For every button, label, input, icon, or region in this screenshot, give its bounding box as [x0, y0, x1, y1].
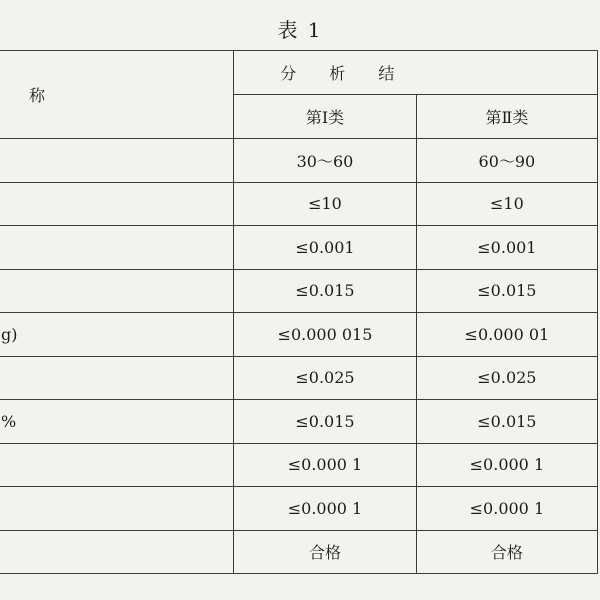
row-name [0, 530, 234, 574]
row-class-2-value: 60～90 [416, 139, 597, 183]
row-name [0, 356, 234, 400]
row-class-2-value: ≤0.015 [416, 269, 597, 313]
row-class-2-value: ≤0.025 [416, 356, 597, 400]
header-name-column: 称 [0, 51, 234, 139]
row-class-1-value: ≤0.000 1 [234, 443, 417, 487]
table-row [0, 530, 598, 574]
table-row [0, 269, 598, 313]
row-class-1-value: 30～60 [234, 139, 417, 183]
row-class-1-value: ≤0.000 1 [234, 487, 417, 531]
table-row [0, 487, 598, 531]
row-name [0, 487, 234, 531]
table-title: 表 1 [277, 18, 323, 42]
row-class-2-value: ≤10 [416, 182, 597, 226]
row-class-1-value: 合格 [234, 530, 417, 574]
analysis-table [0, 50, 598, 574]
row-class-2-value: ≤0.000 01 [416, 313, 597, 357]
header-analysis-result: 分 析 结 [234, 51, 598, 95]
row-name [0, 182, 234, 226]
table-row [0, 139, 598, 183]
row-class-1-value: ≤0.015 [234, 269, 417, 313]
row-class-2-value: ≤0.000 1 [416, 487, 597, 531]
table-viewport [0, 50, 600, 580]
row-class-2-value: 合格 [416, 530, 597, 574]
row-class-1-value: ≤0.000 015 [234, 313, 417, 357]
table-row [0, 226, 598, 270]
table-row [0, 400, 598, 444]
header-class-2: 第Ⅱ类 [416, 95, 597, 139]
row-class-2-value: ≤0.015 [416, 400, 597, 444]
row-class-2-value: ≤0.001 [416, 226, 597, 270]
row-class-1-value: ≤10 [234, 182, 417, 226]
row-name: % [0, 400, 234, 444]
table-row [0, 356, 598, 400]
row-class-1-value: ≤0.025 [234, 356, 417, 400]
row-name: g) [0, 313, 234, 357]
row-class-1-value: ≤0.001 [234, 226, 417, 270]
row-name [0, 139, 234, 183]
table-row [0, 182, 598, 226]
header-class-1: 第Ⅰ类 [234, 95, 417, 139]
table-row [0, 313, 598, 357]
row-name [0, 269, 234, 313]
row-name [0, 226, 234, 270]
row-class-1-value: ≤0.015 [234, 400, 417, 444]
row-name [0, 443, 234, 487]
row-class-2-value: ≤0.000 1 [416, 443, 597, 487]
table-row [0, 443, 598, 487]
